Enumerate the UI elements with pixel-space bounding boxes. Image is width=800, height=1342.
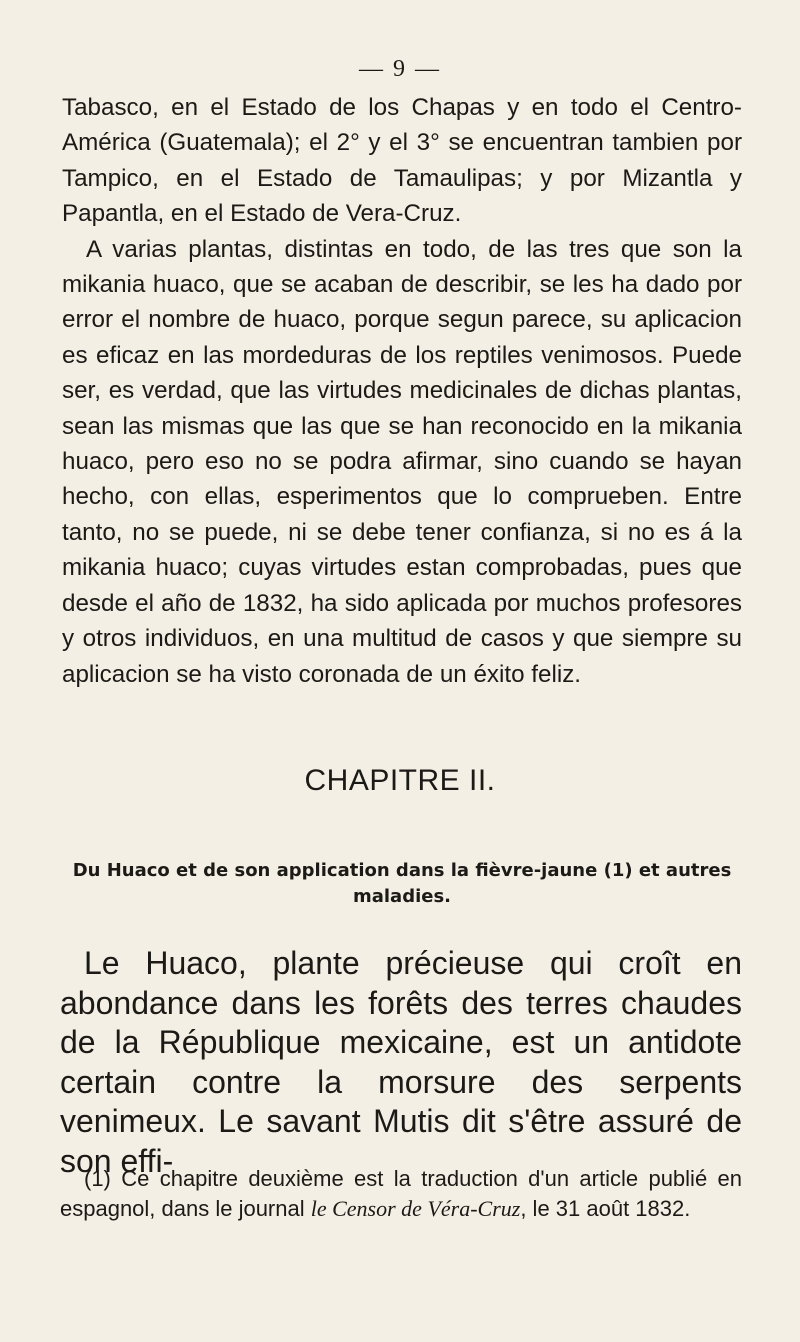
spanish-paragraph-1: Tabasco, en el Estado de los Chapas y en todo el Centro-América (Guatemala); el 2° y el 3° se encuentran tambien por Tampico, en el Estado de Tamaulipas; y por Mizantla y Papantla, en el Estado de Vera-Cruz. [62,94,742,228]
french-text-block [60,944,742,1181]
french-paragraph-1: Le Huaco, plante précieuse qui croît en abondance dans les forêts des terres chaudes de la République mexicaine, est un antidote certain contre la morsure des serpents venimeux. Le savant Mutis dit s'être assuré de son effi- [60,945,742,1179]
footnote-text-before: (1) Ce chapitre deuxième est la traduction d'un article publié en espagnol, dans le journal [60,1166,742,1221]
spanish-text-block [62,90,742,692]
footnote-journal-name: le Censor de Véra-Cruz [310,1196,521,1221]
page-number: — 9 — [359,56,441,82]
spanish-paragraph-2: A varias plantas, distintas en todo, de las tres que son la mikania huaco, que se acaban de describir, se les ha dado por error el nombre de huaco, porque segun parece, su aplicacion es eficaz en las mordeduras de los reptiles venimosos. Puede ser, es verdad, que las virtudes medicinales de dichas plantas, sean las mismas que las que se han reconocido en la mikania huaco, pero eso no se podra afirmar, sino cuando se hayan hecho, con ellas, esperimentos que lo comprueben. Entre tanto, no se puede, ni se debe tener confianza, si no es á la mikania huaco; cuyas virtudes estan comprobadas, pues que desde el año de 1832, ha sido aplicada por muchos profesores y otros individuos, en una multitud de casos y que siempre su aplicacion se ha visto coronada de un éxito feliz. [62,235,742,688]
footnote [60,1164,742,1224]
footnote-text-after: , le 31 août 1832. [520,1196,691,1221]
footnote-paragraph [60,1164,742,1224]
chapter-title: CHAPITRE II. [304,764,496,797]
chapter-subtitle: Du Huaco et de son application dans la fièvre-jaune (1) et autres maladies. [72,860,732,907]
